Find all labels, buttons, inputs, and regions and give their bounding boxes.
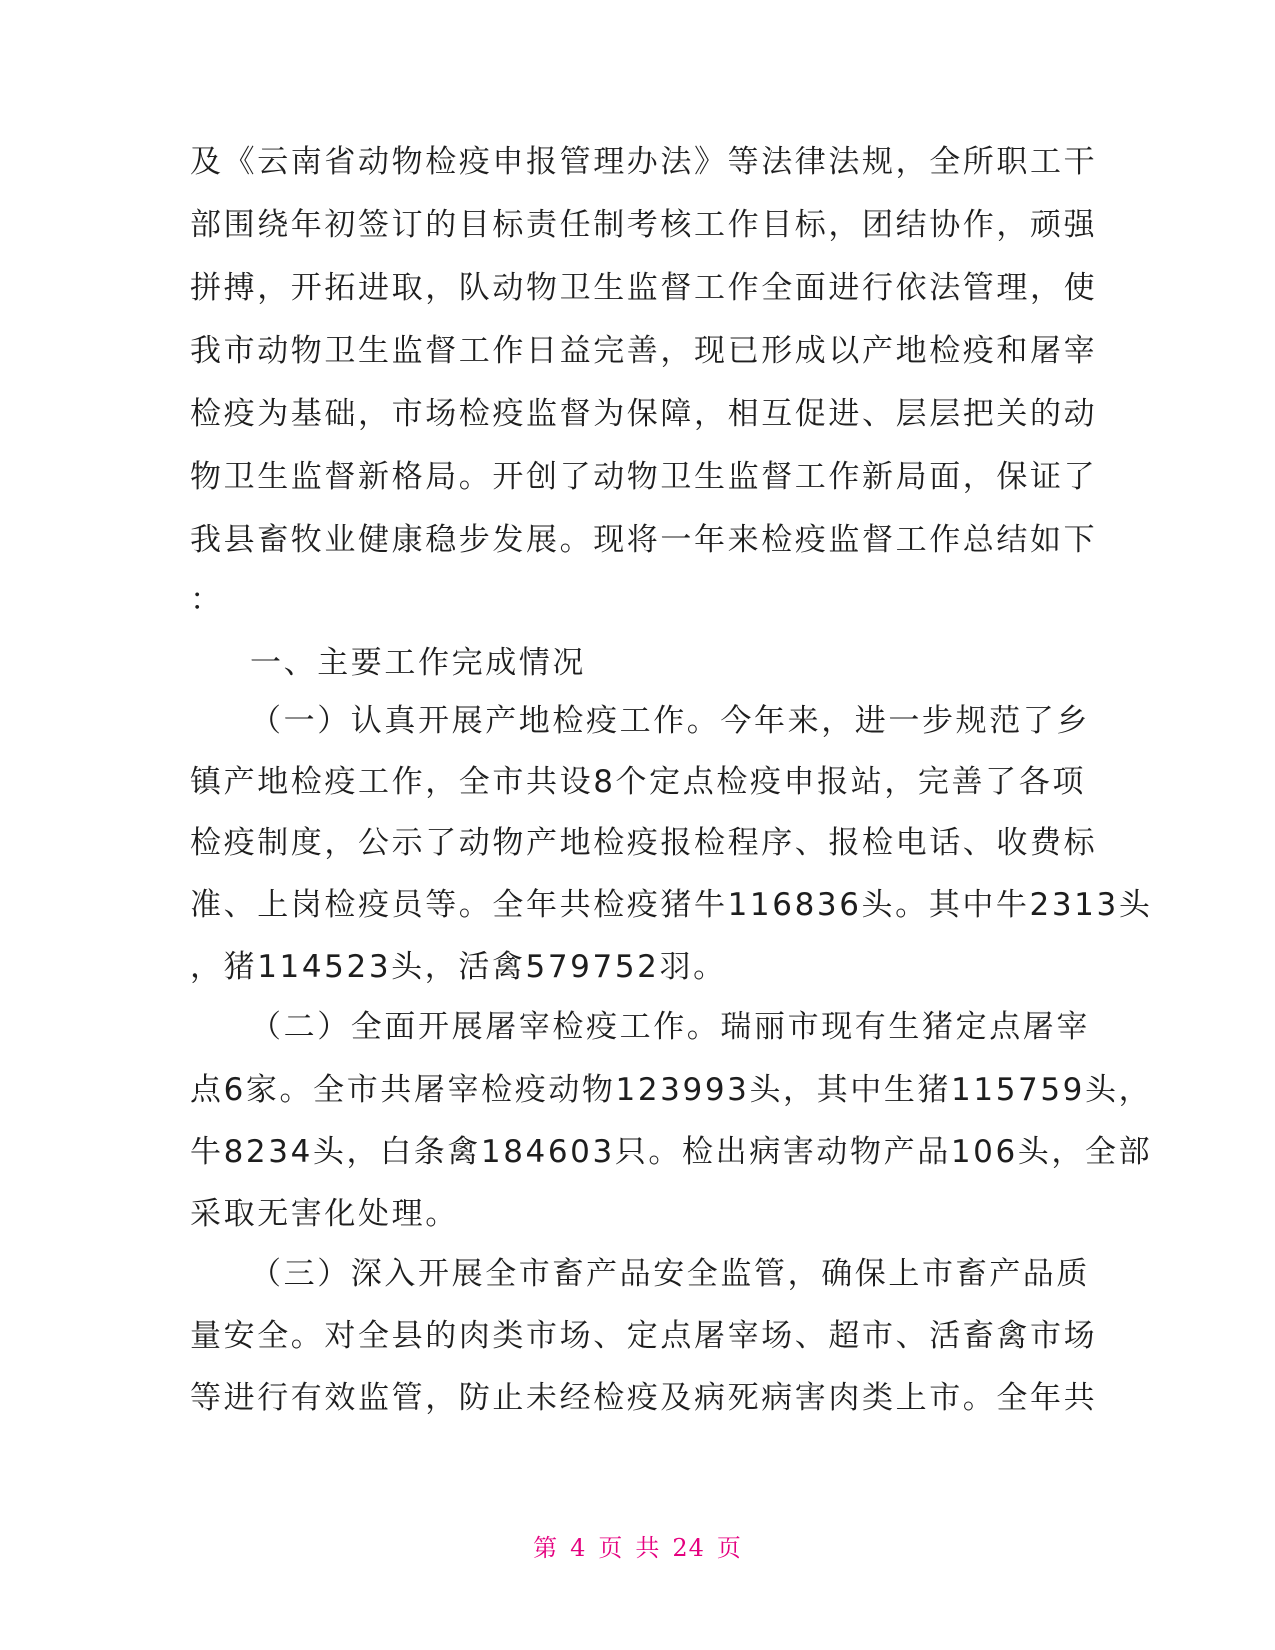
text-line: ，猪114523头，活禽579752羽。 xyxy=(190,949,727,985)
text-line: 我市动物卫生监督工作日益完善，现已形成以产地检疫和屠宰 xyxy=(190,333,1098,369)
section-heading: 一、主要工作完成情况 xyxy=(250,645,586,681)
paragraph-start: （一）认真开展产地检疫工作。今年来，进一步规范了乡 xyxy=(250,703,1090,739)
text-line: 牛8234头，白条禽184603只。检出病害动物产品106头，全部 xyxy=(190,1134,1153,1170)
paragraph-start: （三）深入开展全市畜产品安全监管，确保上市畜产品质 xyxy=(250,1256,1090,1292)
text-line: 检疫为基础，市场检疫监督为保障，相互促进、层层把关的动 xyxy=(190,396,1098,432)
page-footer xyxy=(0,1528,1275,1563)
text-line: 量安全。对全县的肉类市场、定点屠宰场、超市、活畜禽市场 xyxy=(190,1318,1098,1354)
text-line: 采取无害化处理。 xyxy=(190,1196,459,1232)
text-line: ： xyxy=(190,582,224,618)
text-line: 我县畜牧业健康稳步发展。现将一年来检疫监督工作总结如下 xyxy=(190,522,1098,558)
text-line: 物卫生监督新格局。开创了动物卫生监督工作新局面，保证了 xyxy=(190,459,1098,495)
text-line: 拼搏，开拓进取，队动物卫生监督工作全面进行依法管理，使 xyxy=(190,270,1098,306)
total-page-count: 24 xyxy=(672,1534,705,1562)
text-line: 点6家。全市共屠宰检疫动物123993头，其中生猪115759头， xyxy=(190,1072,1153,1108)
text-line: 检疫制度，公示了动物产地检疫报检程序、报检电话、收费标 xyxy=(190,825,1098,861)
text-line: 及《云南省动物检疫申报管理办法》等法律法规，全所职工干 xyxy=(190,144,1098,180)
paragraph-start: （二）全面开展屠宰检疫工作。瑞丽市现有生猪定点屠宰 xyxy=(250,1009,1090,1045)
footer-ye: 页 xyxy=(598,1534,624,1562)
footer-di: 第 xyxy=(533,1534,559,1562)
footer-gong: 共 xyxy=(635,1534,661,1562)
text-line: 部围绕年初签订的目标责任制考核工作目标，团结协作，顽强 xyxy=(190,207,1098,243)
text-line: 镇产地检疫工作，全市共设8个定点检疫申报站，完善了各项 xyxy=(190,764,1086,800)
footer-ye2: 页 xyxy=(716,1534,742,1562)
text-line: 等进行有效监管，防止未经检疫及病死病害肉类上市。全年共 xyxy=(190,1380,1098,1416)
current-page-number: 4 xyxy=(570,1534,587,1562)
text-line: 准、上岗检疫员等。全年共检疫猪牛116836头。其中牛2313头 xyxy=(190,887,1153,923)
